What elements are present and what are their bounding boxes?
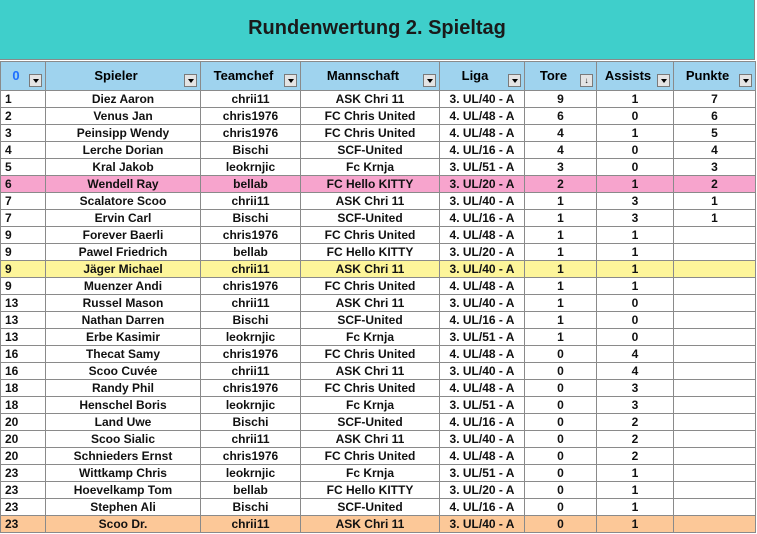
cell-assists[interactable]: 2 xyxy=(597,414,674,431)
cell-teamchef[interactable]: chrii11 xyxy=(201,431,301,448)
column-header-label: Liga xyxy=(461,68,489,83)
cell-assists[interactable]: 1 xyxy=(597,227,674,244)
column-header-label: Spieler xyxy=(94,68,138,83)
cell-rank[interactable]: 9 xyxy=(1,227,46,244)
cell-mannschaft[interactable]: FC Hello KITTY xyxy=(301,244,440,261)
sheet-title: Rundenwertung 2. Spieltag xyxy=(0,0,755,60)
table-row xyxy=(1,142,756,159)
table-row xyxy=(1,397,756,414)
cell-tore[interactable]: 4 xyxy=(525,142,597,159)
cell-liga[interactable]: 4. UL/48 - A xyxy=(440,448,525,465)
cell-liga[interactable]: 4. UL/16 - A xyxy=(440,414,525,431)
cell-spieler[interactable]: Scoo Sialic xyxy=(46,431,201,448)
filter-dropdown-icon[interactable] xyxy=(184,74,197,87)
cell-liga[interactable]: 4. UL/48 - A xyxy=(440,125,525,142)
cell-liga[interactable]: 3. UL/40 - A xyxy=(440,363,525,380)
cell-teamchef[interactable]: bellab xyxy=(201,176,301,193)
cell-punkte[interactable] xyxy=(674,499,756,516)
table-row xyxy=(1,295,756,312)
column-header-label: Teamchef xyxy=(213,68,274,83)
cell-teamchef[interactable]: chris1976 xyxy=(201,448,301,465)
cell-teamchef[interactable]: chrii11 xyxy=(201,295,301,312)
cell-punkte[interactable] xyxy=(674,465,756,482)
cell-spieler[interactable]: Pawel Friedrich xyxy=(46,244,201,261)
cell-teamchef[interactable]: bellab xyxy=(201,244,301,261)
column-header-rank xyxy=(1,62,46,91)
table-row xyxy=(1,465,756,482)
cell-teamchef[interactable]: chris1976 xyxy=(201,108,301,125)
cell-assists[interactable]: 1 xyxy=(597,499,674,516)
cell-teamchef[interactable]: Bischi xyxy=(201,142,301,159)
table-row xyxy=(1,227,756,244)
cell-mannschaft[interactable]: SCF-United xyxy=(301,414,440,431)
cell-spieler[interactable]: Kral Jakob xyxy=(46,159,201,176)
cell-tore[interactable]: 0 xyxy=(525,414,597,431)
cell-rank[interactable]: 6 xyxy=(1,176,46,193)
cell-rank[interactable]: 20 xyxy=(1,414,46,431)
cell-assists[interactable]: 0 xyxy=(597,329,674,346)
cell-teamchef[interactable]: chrii11 xyxy=(201,91,301,108)
table-row xyxy=(1,159,756,176)
cell-spieler[interactable]: Erbe Kasimir xyxy=(46,329,201,346)
cell-rank[interactable]: 23 xyxy=(1,516,46,533)
cell-assists[interactable]: 1 xyxy=(597,516,674,533)
cell-tore[interactable]: 0 xyxy=(525,516,597,533)
cell-liga[interactable]: 4. UL/48 - A xyxy=(440,108,525,125)
cell-spieler[interactable]: Land Uwe xyxy=(46,414,201,431)
cell-teamchef[interactable]: chris1976 xyxy=(201,227,301,244)
cell-mannschaft[interactable]: FC Chris United xyxy=(301,380,440,397)
cell-mannschaft[interactable]: Fc Krnja xyxy=(301,465,440,482)
cell-teamchef[interactable]: chrii11 xyxy=(201,193,301,210)
cell-mannschaft[interactable]: SCF-United xyxy=(301,499,440,516)
cell-spieler[interactable]: Venus Jan xyxy=(46,108,201,125)
cell-punkte[interactable] xyxy=(674,227,756,244)
table-row xyxy=(1,261,756,278)
cell-spieler[interactable]: Scalatore Scoo xyxy=(46,193,201,210)
cell-mannschaft[interactable]: ASK Chri 11 xyxy=(301,516,440,533)
cell-punkte[interactable]: 1 xyxy=(674,193,756,210)
cell-rank[interactable]: 7 xyxy=(1,210,46,227)
cell-mannschaft[interactable]: ASK Chri 11 xyxy=(301,431,440,448)
cell-rank[interactable]: 23 xyxy=(1,465,46,482)
filter-dropdown-icon[interactable] xyxy=(739,74,752,87)
table-row xyxy=(1,91,756,108)
cell-assists[interactable]: 1 xyxy=(597,261,674,278)
cell-liga[interactable]: 4. UL/48 - A xyxy=(440,346,525,363)
cell-spieler[interactable]: Hoevelkamp Tom xyxy=(46,482,201,499)
cell-punkte[interactable]: 4 xyxy=(674,142,756,159)
cell-mannschaft[interactable]: FC Chris United xyxy=(301,125,440,142)
table-row xyxy=(1,329,756,346)
table-row xyxy=(1,414,756,431)
cell-punkte[interactable] xyxy=(674,244,756,261)
cell-teamchef[interactable]: leokrnjic xyxy=(201,397,301,414)
table-row xyxy=(1,346,756,363)
cell-teamchef[interactable]: chris1976 xyxy=(201,125,301,142)
table-row xyxy=(1,516,756,533)
filter-dropdown-icon[interactable] xyxy=(508,74,521,87)
cell-rank[interactable]: 2 xyxy=(1,108,46,125)
sort-descending-icon[interactable]: ↓ xyxy=(580,74,593,87)
cell-mannschaft[interactable]: FC Chris United xyxy=(301,448,440,465)
cell-mannschaft[interactable]: FC Hello KITTY xyxy=(301,482,440,499)
table-row xyxy=(1,499,756,516)
cell-assists[interactable]: 1 xyxy=(597,176,674,193)
cell-assists[interactable]: 1 xyxy=(597,465,674,482)
cell-rank[interactable]: 13 xyxy=(1,312,46,329)
cell-mannschaft[interactable]: ASK Chri 11 xyxy=(301,363,440,380)
cell-mannschaft[interactable]: SCF-United xyxy=(301,312,440,329)
cell-liga[interactable]: 3. UL/51 - A xyxy=(440,329,525,346)
cell-rank[interactable]: 18 xyxy=(1,380,46,397)
cell-teamchef[interactable]: bellab xyxy=(201,482,301,499)
cell-tore[interactable]: 6 xyxy=(525,108,597,125)
column-header-label: Assists xyxy=(604,68,652,83)
cell-liga[interactable]: 3. UL/40 - A xyxy=(440,295,525,312)
cell-teamchef[interactable]: leokrnjic xyxy=(201,465,301,482)
filter-dropdown-icon[interactable] xyxy=(423,74,436,87)
cell-liga[interactable]: 4. UL/16 - A xyxy=(440,499,525,516)
cell-mannschaft[interactable]: FC Chris United xyxy=(301,108,440,125)
cell-liga[interactable]: 3. UL/40 - A xyxy=(440,431,525,448)
filter-dropdown-icon[interactable] xyxy=(657,74,670,87)
table-row xyxy=(1,210,756,227)
table-row xyxy=(1,448,756,465)
cell-teamchef[interactable]: Bischi xyxy=(201,312,301,329)
cell-punkte[interactable] xyxy=(674,448,756,465)
cell-tore[interactable]: 1 xyxy=(525,329,597,346)
cell-tore[interactable]: 1 xyxy=(525,261,597,278)
column-header-punkte xyxy=(674,62,756,91)
cell-spieler[interactable]: Forever Baerli xyxy=(46,227,201,244)
cell-spieler[interactable]: Muenzer Andi xyxy=(46,278,201,295)
cell-liga[interactable]: 3. UL/20 - A xyxy=(440,244,525,261)
cell-rank[interactable]: 3 xyxy=(1,125,46,142)
cell-tore[interactable]: 1 xyxy=(525,295,597,312)
cell-spieler[interactable]: Scoo Cuvée xyxy=(46,363,201,380)
cell-punkte[interactable] xyxy=(674,295,756,312)
cell-rank[interactable]: 23 xyxy=(1,499,46,516)
cell-punkte[interactable] xyxy=(674,261,756,278)
cell-mannschaft[interactable]: SCF-United xyxy=(301,142,440,159)
column-header-label: 0 xyxy=(12,68,20,83)
cell-tore[interactable]: 1 xyxy=(525,210,597,227)
cell-rank[interactable]: 5 xyxy=(1,159,46,176)
cell-punkte[interactable]: 3 xyxy=(674,159,756,176)
cell-punkte[interactable] xyxy=(674,482,756,499)
cell-tore[interactable]: 1 xyxy=(525,227,597,244)
cell-mannschaft[interactable]: SCF-United xyxy=(301,210,440,227)
table-row xyxy=(1,176,756,193)
cell-assists[interactable]: 0 xyxy=(597,159,674,176)
cell-mannschaft[interactable]: FC Hello KITTY xyxy=(301,176,440,193)
cell-assists[interactable]: 4 xyxy=(597,363,674,380)
cell-assists[interactable]: 1 xyxy=(597,278,674,295)
cell-spieler[interactable]: Randy Phil xyxy=(46,380,201,397)
cell-rank[interactable]: 23 xyxy=(1,482,46,499)
table-row xyxy=(1,108,756,125)
cell-assists[interactable]: 1 xyxy=(597,244,674,261)
cell-mannschaft[interactable]: ASK Chri 11 xyxy=(301,261,440,278)
cell-liga[interactable]: 4. UL/48 - A xyxy=(440,227,525,244)
cell-teamchef[interactable]: Bischi xyxy=(201,499,301,516)
cell-punkte[interactable] xyxy=(674,278,756,295)
cell-punkte[interactable] xyxy=(674,516,756,533)
cell-mannschaft[interactable]: ASK Chri 11 xyxy=(301,295,440,312)
cell-tore[interactable]: 3 xyxy=(525,159,597,176)
cell-teamchef[interactable]: chrii11 xyxy=(201,261,301,278)
cell-teamchef[interactable]: chris1976 xyxy=(201,380,301,397)
cell-mannschaft[interactable]: ASK Chri 11 xyxy=(301,193,440,210)
cell-punkte[interactable]: 1 xyxy=(674,210,756,227)
cell-punkte[interactable] xyxy=(674,397,756,414)
cell-spieler[interactable]: Jäger Michael xyxy=(46,261,201,278)
cell-liga[interactable]: 3. UL/40 - A xyxy=(440,91,525,108)
cell-spieler[interactable]: Stephen Ali xyxy=(46,499,201,516)
cell-mannschaft[interactable]: Fc Krnja xyxy=(301,397,440,414)
cell-assists[interactable]: 3 xyxy=(597,210,674,227)
cell-rank[interactable]: 7 xyxy=(1,193,46,210)
filter-dropdown-icon[interactable] xyxy=(29,74,42,87)
cell-tore[interactable]: 1 xyxy=(525,278,597,295)
table-row xyxy=(1,278,756,295)
cell-assists[interactable]: 1 xyxy=(597,125,674,142)
cell-punkte[interactable] xyxy=(674,414,756,431)
cell-mannschaft[interactable]: Fc Krnja xyxy=(301,159,440,176)
table-row xyxy=(1,244,756,261)
cell-mannschaft[interactable]: FC Chris United xyxy=(301,278,440,295)
cell-liga[interactable]: 3. UL/20 - A xyxy=(440,482,525,499)
cell-tore[interactable]: 0 xyxy=(525,465,597,482)
cell-liga[interactable]: 4. UL/48 - A xyxy=(440,278,525,295)
table-row xyxy=(1,482,756,499)
cell-teamchef[interactable]: chrii11 xyxy=(201,516,301,533)
cell-rank[interactable]: 16 xyxy=(1,346,46,363)
column-header-label: Punkte xyxy=(685,68,730,83)
cell-punkte[interactable]: 7 xyxy=(674,91,756,108)
cell-rank[interactable]: 16 xyxy=(1,363,46,380)
cell-tore[interactable]: 1 xyxy=(525,244,597,261)
cell-spieler[interactable]: Wendell Ray xyxy=(46,176,201,193)
cell-rank[interactable]: 9 xyxy=(1,261,46,278)
column-header-label: Tore xyxy=(539,68,568,83)
cell-spieler[interactable]: Peinsipp Wendy xyxy=(46,125,201,142)
table-row xyxy=(1,431,756,448)
table-row xyxy=(1,193,756,210)
cell-rank[interactable]: 1 xyxy=(1,91,46,108)
cell-punkte[interactable] xyxy=(674,346,756,363)
cell-teamchef[interactable]: chris1976 xyxy=(201,346,301,363)
cell-tore[interactable]: 0 xyxy=(525,499,597,516)
cell-punkte[interactable] xyxy=(674,329,756,346)
cell-tore[interactable]: 0 xyxy=(525,482,597,499)
cell-assists[interactable]: 0 xyxy=(597,295,674,312)
cell-tore[interactable]: 0 xyxy=(525,346,597,363)
cell-spieler[interactable]: Henschel Boris xyxy=(46,397,201,414)
cell-liga[interactable]: 4. UL/16 - A xyxy=(440,210,525,227)
cell-mannschaft[interactable]: Fc Krnja xyxy=(301,329,440,346)
table-row xyxy=(1,312,756,329)
cell-liga[interactable]: 3. UL/51 - A xyxy=(440,465,525,482)
cell-mannschaft[interactable]: ASK Chri 11 xyxy=(301,91,440,108)
column-header-teamchef xyxy=(201,62,301,91)
cell-spieler[interactable]: Lerche Dorian xyxy=(46,142,201,159)
cell-assists[interactable]: 2 xyxy=(597,448,674,465)
cell-tore[interactable]: 1 xyxy=(525,193,597,210)
cell-assists[interactable]: 3 xyxy=(597,380,674,397)
cell-spieler[interactable]: Nathan Darren xyxy=(46,312,201,329)
cell-liga[interactable]: 3. UL/20 - A xyxy=(440,176,525,193)
cell-liga[interactable]: 4. UL/48 - A xyxy=(440,380,525,397)
cell-spieler[interactable]: Russel Mason xyxy=(46,295,201,312)
column-header-liga xyxy=(440,62,525,91)
cell-rank[interactable]: 9 xyxy=(1,278,46,295)
cell-spieler[interactable]: Wittkamp Chris xyxy=(46,465,201,482)
cell-rank[interactable]: 20 xyxy=(1,431,46,448)
cell-spieler[interactable]: Ervin Carl xyxy=(46,210,201,227)
cell-tore[interactable]: 0 xyxy=(525,380,597,397)
cell-teamchef[interactable]: Bischi xyxy=(201,414,301,431)
cell-teamchef[interactable]: leokrnjic xyxy=(201,159,301,176)
table-row xyxy=(1,363,756,380)
cell-assists[interactable]: 3 xyxy=(597,193,674,210)
column-header-mannschaft xyxy=(301,62,440,91)
cell-liga[interactable]: 4. UL/16 - A xyxy=(440,312,525,329)
cell-assists[interactable]: 3 xyxy=(597,397,674,414)
cell-liga[interactable]: 3. UL/40 - A xyxy=(440,261,525,278)
cell-punkte[interactable]: 5 xyxy=(674,125,756,142)
cell-spieler[interactable]: Thecat Samy xyxy=(46,346,201,363)
cell-assists[interactable]: 0 xyxy=(597,312,674,329)
cell-rank[interactable]: 13 xyxy=(1,295,46,312)
cell-liga[interactable]: 3. UL/51 - A xyxy=(440,159,525,176)
cell-spieler[interactable]: Diez Aaron xyxy=(46,91,201,108)
cell-tore[interactable]: 1 xyxy=(525,312,597,329)
cell-tore[interactable]: 0 xyxy=(525,363,597,380)
header-row xyxy=(1,62,756,91)
cell-teamchef[interactable]: leokrnjic xyxy=(201,329,301,346)
cell-punkte[interactable] xyxy=(674,312,756,329)
cell-liga[interactable]: 4. UL/16 - A xyxy=(440,142,525,159)
cell-mannschaft[interactable]: FC Chris United xyxy=(301,346,440,363)
cell-tore[interactable]: 0 xyxy=(525,431,597,448)
cell-liga[interactable]: 3. UL/40 - A xyxy=(440,516,525,533)
cell-rank[interactable]: 13 xyxy=(1,329,46,346)
cell-spieler[interactable]: Schnieders Ernst xyxy=(46,448,201,465)
cell-liga[interactable]: 3. UL/40 - A xyxy=(440,193,525,210)
cell-rank[interactable]: 9 xyxy=(1,244,46,261)
cell-assists[interactable]: 0 xyxy=(597,108,674,125)
column-header-spieler xyxy=(46,62,201,91)
cell-punkte[interactable] xyxy=(674,431,756,448)
cell-tore[interactable]: 2 xyxy=(525,176,597,193)
cell-spieler[interactable]: Scoo Dr. xyxy=(46,516,201,533)
cell-punkte[interactable]: 6 xyxy=(674,108,756,125)
cell-punkte[interactable]: 2 xyxy=(674,176,756,193)
filter-dropdown-icon[interactable] xyxy=(284,74,297,87)
table-row xyxy=(1,380,756,397)
cell-assists[interactable]: 1 xyxy=(597,482,674,499)
cell-punkte[interactable] xyxy=(674,380,756,397)
cell-rank[interactable]: 4 xyxy=(1,142,46,159)
table-row xyxy=(1,125,756,142)
cell-teamchef[interactable]: chris1976 xyxy=(201,278,301,295)
cell-teamchef[interactable]: Bischi xyxy=(201,210,301,227)
cell-assists[interactable]: 4 xyxy=(597,346,674,363)
cell-mannschaft[interactable]: FC Chris United xyxy=(301,227,440,244)
column-header-tore xyxy=(525,62,597,91)
cell-tore[interactable]: 0 xyxy=(525,397,597,414)
cell-assists[interactable]: 2 xyxy=(597,431,674,448)
cell-rank[interactable]: 18 xyxy=(1,397,46,414)
cell-punkte[interactable] xyxy=(674,363,756,380)
cell-rank[interactable]: 20 xyxy=(1,448,46,465)
cell-liga[interactable]: 3. UL/51 - A xyxy=(440,397,525,414)
cell-tore[interactable]: 9 xyxy=(525,91,597,108)
column-header-label: Mannschaft xyxy=(326,68,400,83)
cell-tore[interactable]: 0 xyxy=(525,448,597,465)
cell-tore[interactable]: 4 xyxy=(525,125,597,142)
standings-table xyxy=(0,61,756,533)
cell-assists[interactable]: 0 xyxy=(597,142,674,159)
cell-teamchef[interactable]: chrii11 xyxy=(201,363,301,380)
column-header-assists xyxy=(597,62,674,91)
cell-assists[interactable]: 1 xyxy=(597,91,674,108)
